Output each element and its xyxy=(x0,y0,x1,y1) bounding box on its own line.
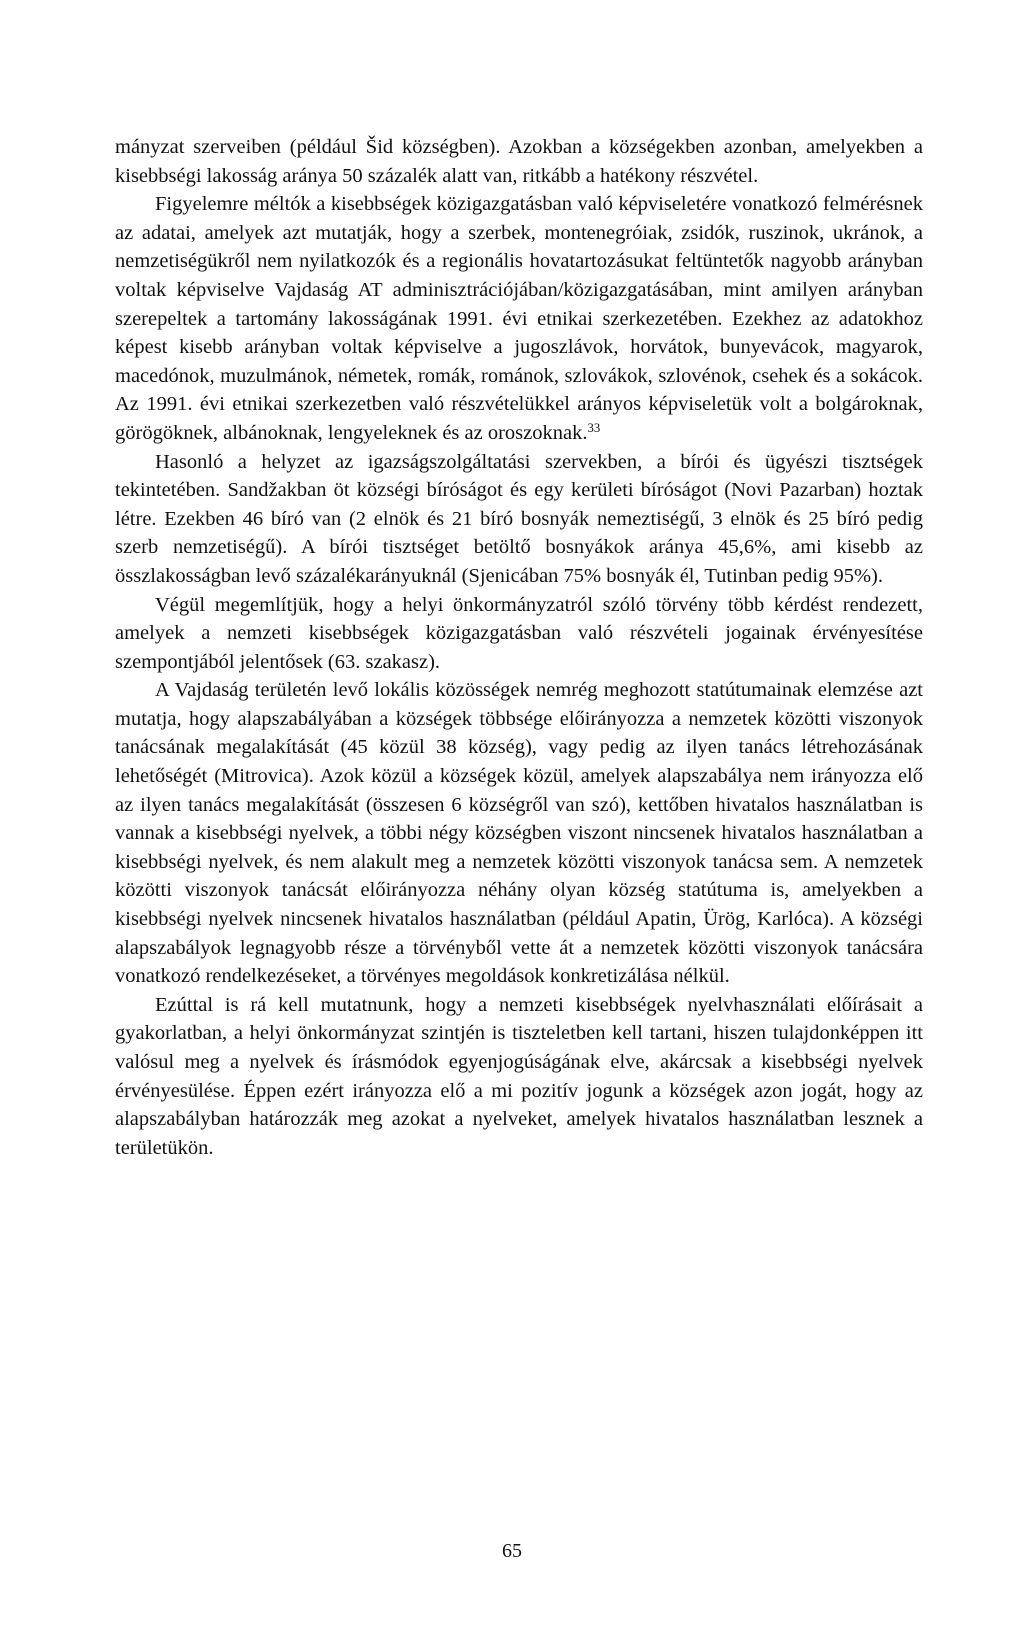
footnote-reference: 33 xyxy=(587,420,601,435)
page-number: 65 xyxy=(502,1540,522,1562)
paragraph-text: Ezúttal is rá kell mutatnunk, hogy a nemzeti kisebbségek nyelvhasználati előírásait a gyakorlatban, a helyi önkormányzat szintjén is tiszteletben kell tartani, hiszen tulajdonképpen itt valósul meg a nyelvek és írásmódok egyenjogúságának elve, akárcsak a kisebbségi nyelvek érvényesülése. Éppen ezért irányozza elő a mi pozitív jogunk a községek azon jogát, hogy az alapszabályban határozzák meg azokat a nyelveket, amelyek hivatalos használatban lesznek a területükön. xyxy=(115,993,923,1159)
paragraph-text: A Vajdaság területén levő lokális közösségek nemrég meghozott statútumainak elemzése azt mutatja, hogy alapszabályában a községek többsége előirányozza a nemzetek közötti viszonyok tanácsának megalakítását (45 közül 38 község), vagy pedig az ilyen tanács létrehozásának lehetőségét (Mitrovica). Azok közül a községek közül, amelyek alapszabálya nem irányozza elő az ilyen tanács megalakítását (összesen 6 községről van szó), kettőben hivatalos használatban is vannak a kisebbségi nyelvek, a többi négy községben viszont nincsenek hivatalos használatban a kisebbségi nyelvek, és nem alakult meg a nemzetek közötti viszonyok tanácsa sem. A nemzetek közötti viszonyok tanácsát előirányozza néhány olyan község statútuma is, amelyekben a kisebbségi nyelvek nincsenek hivatalos használatban (például Apatin, Ürög, Karlóca). A községi alapszabályok legnagyobb része a törvényből vette át a nemzetek közötti viszonyok tanácsára vonatkozó rendelkezéseket, a törvényes megoldások konkretizálása nélkül. xyxy=(115,679,923,988)
paragraph-continued xyxy=(115,133,923,190)
paragraph-text: mányzat szerveiben (például Šid községben). Azokban a községekben azonban, amelyekben a kisebbségi lakosság aránya 50 százalék alatt van, ritkább a hatékony részvétel. xyxy=(115,136,923,187)
paragraph xyxy=(115,991,923,1163)
paragraph xyxy=(115,676,923,991)
paragraph xyxy=(115,190,923,447)
paragraph xyxy=(115,591,923,677)
paragraph-text: Hasonló a helyzet az igazságszolgáltatási szervekben, a bírói és ügyészi tisztségek tekintetében. Sandžakban öt községi bíróságot és egy kerületi bíróságot (Novi Pazarban) hoztak létre. Ezekben 46 bíró van (2 elnök és 21 bíró bosnyák nemeztiségű, 3 elnök és 25 bíró pedig szerb nemzetiségű). A bírói tisztséget betöltő bosnyákok aránya 45,6%, ami kisebb az összlakosságban levő százalékarányuknál (Sjenicában 75% bosnyák él, Tutinban pedig 95%). xyxy=(115,450,923,587)
body-text xyxy=(115,133,923,1162)
paragraph-text: Végül megemlítjük, hogy a helyi önkormányzatról szóló törvény több kérdést rendezett, amelyek a nemzeti kisebbségek közigazgatásban való részvételi jogainak érvényesítése szempontjából jelentősek (63. szakasz). xyxy=(115,593,923,673)
paragraph xyxy=(115,448,923,591)
paragraph-text: Figyelemre méltók a kisebbségek közigazgatásban való képviseletére vonatkozó felmérésnek az adatai, amelyek azt mutatják, hogy a szerbek, montenegróiak, zsidók, ruszinok, ukránok, a nemzetiségükről nem nyilatkozók és a regionális hovatartozásukat feltüntetők nagyobb arányban voltak képviselve Vajdaság AT adminisztrációjában/közigazgatásában, mint amilyen arányban szerepeltek a tartomány lakosságának 1991. évi etnikai szerkezetében. Ezekhez az adatokhoz képest kisebb arányban voltak képviselve a jugoszlávok, horvátok, bunyevácok, magyarok, macedónok, muzulmánok, németek, romák, románok, szlovákok, szlovénok, csehek és a sokácok. Az 1991. évi etnikai szerkezetben való részvételükkel arányos képviseletük volt a bolgároknak, görögöknek, albánoknak, lengyeleknek és az oroszoknak. xyxy=(115,193,923,444)
